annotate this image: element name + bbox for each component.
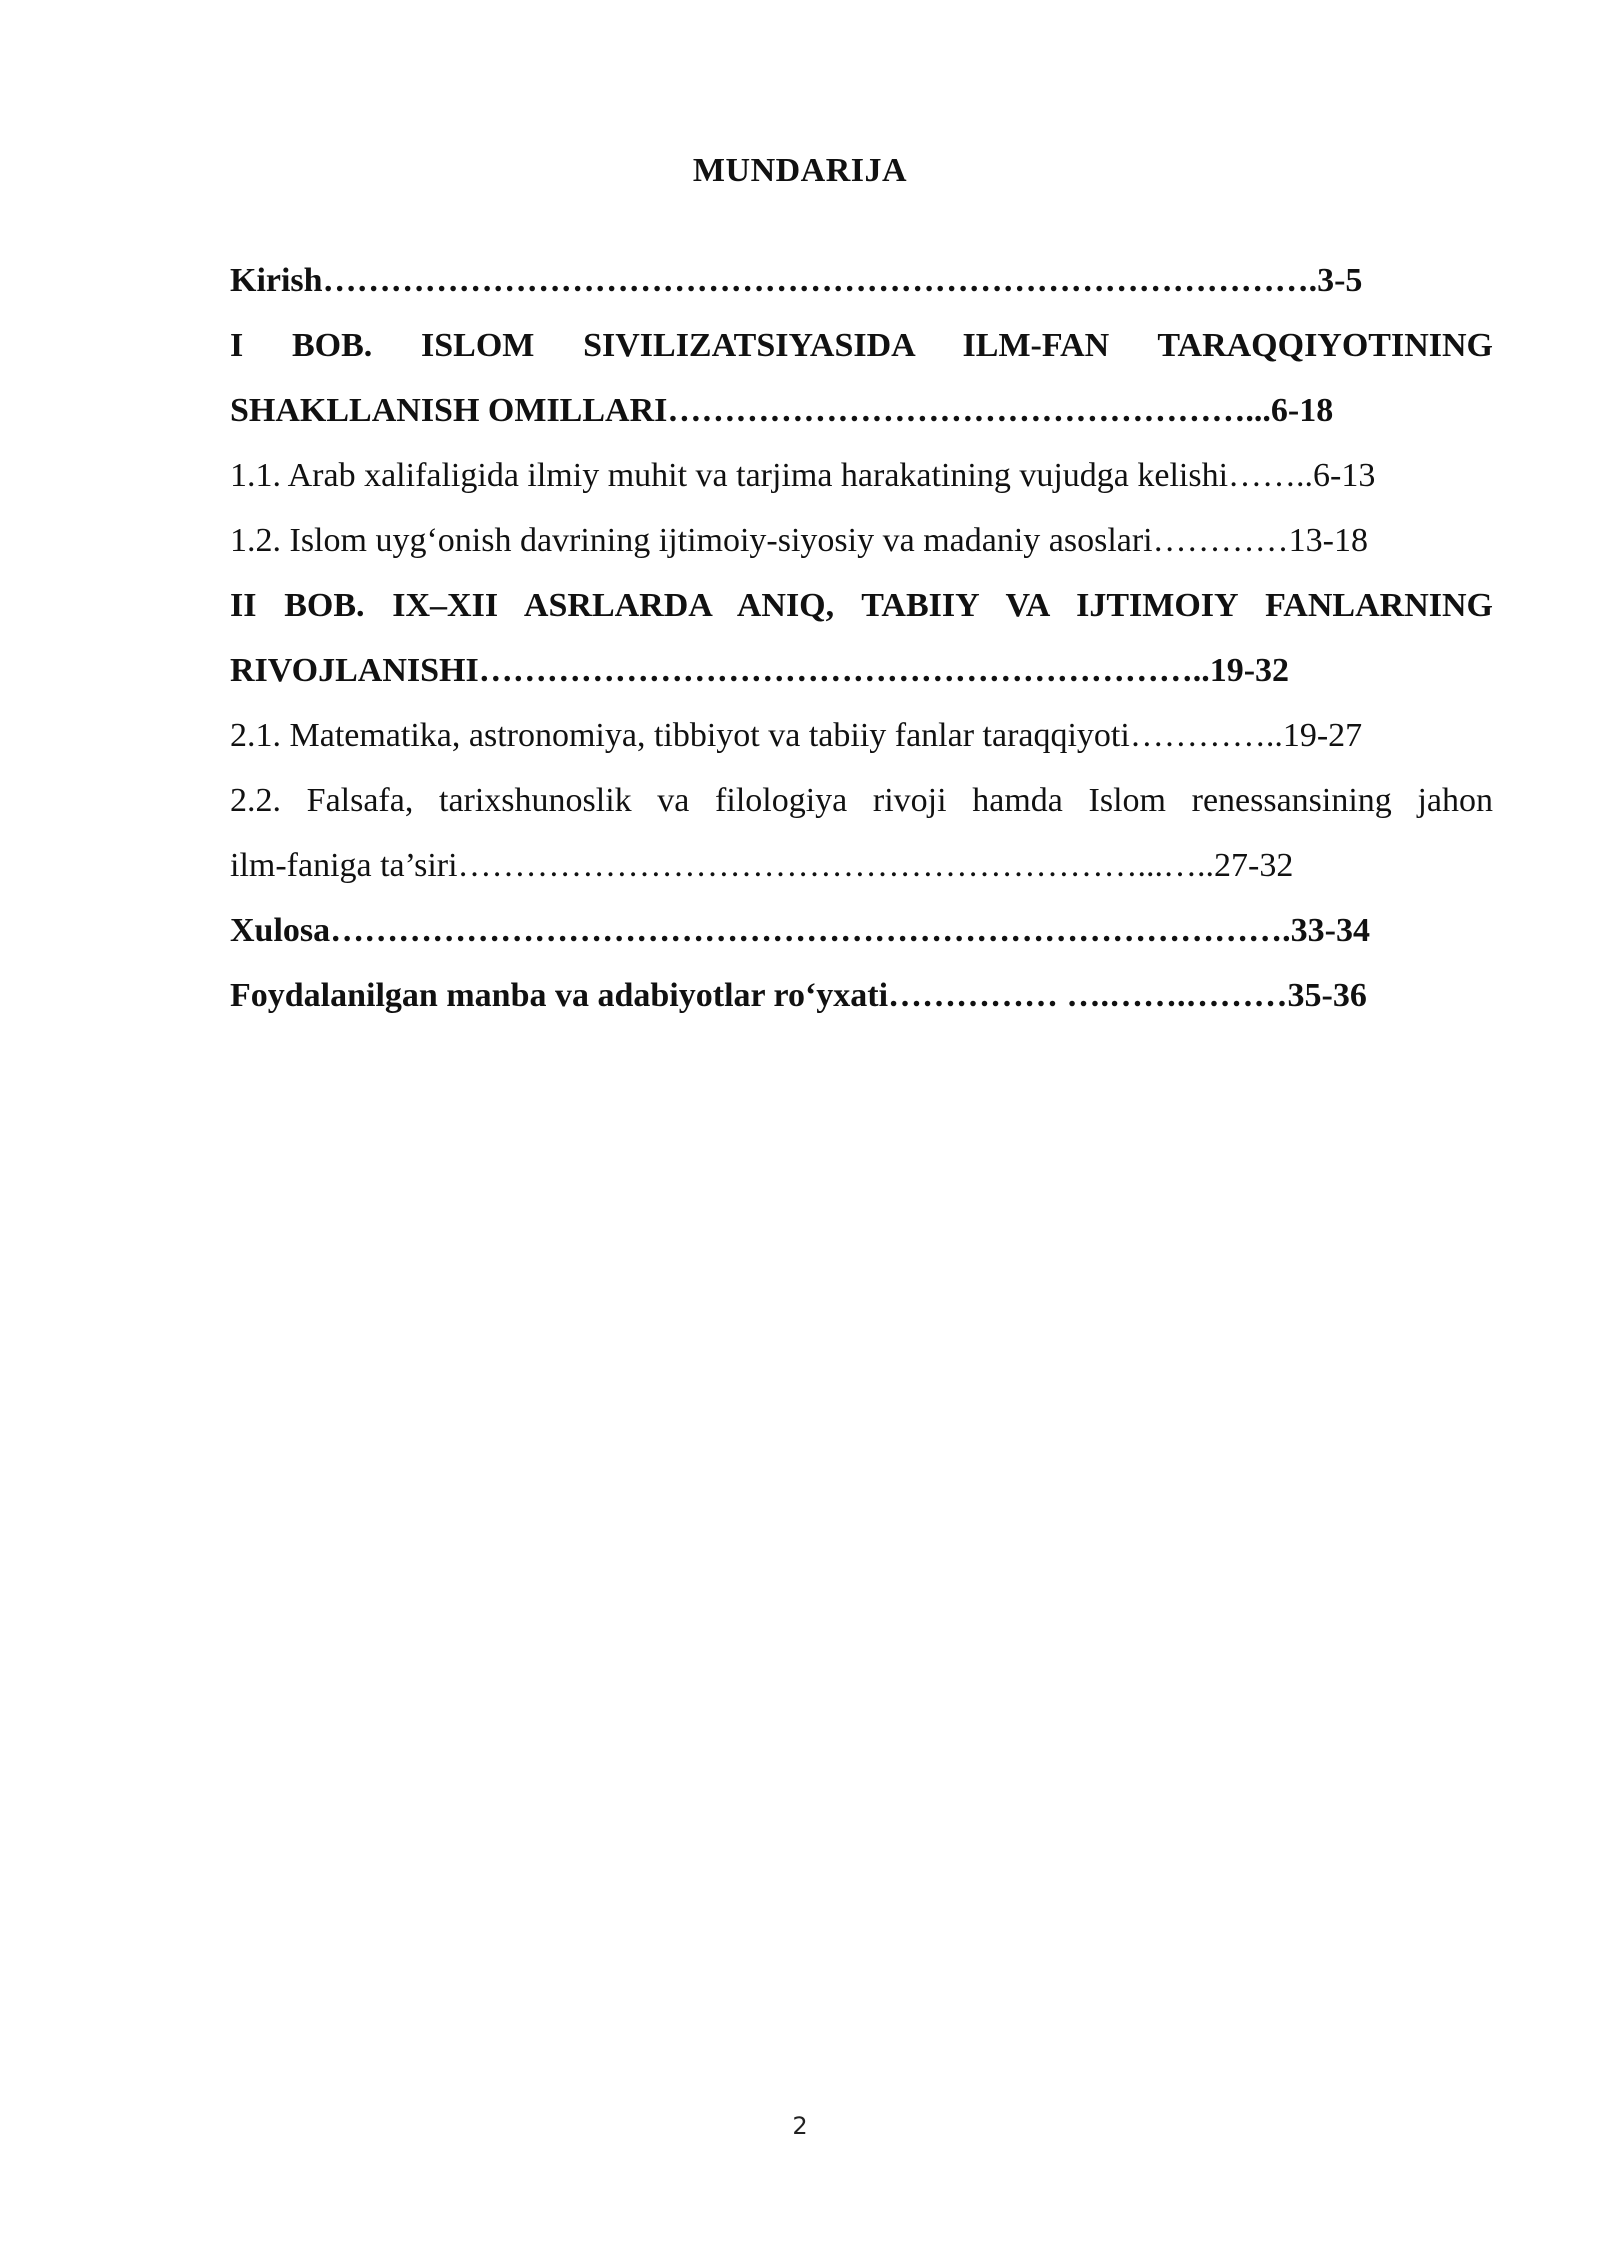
page-number: 2 — [792, 2112, 808, 2140]
toc-title: MUNDARIJA — [692, 152, 908, 189]
table-of-contents — [230, 248, 1493, 1028]
toc-entry-section-1-1: 1.1. Arab xalifaligida ilmiy muhit va tarjima harakatining vujudga kelishi……..6-13 — [230, 457, 1376, 494]
toc-entry-chapter-2-heading-cont: RIVOJLANISHI………………………………………………………..19-32 — [230, 652, 1290, 689]
toc-entry-chapter-1-heading-cont: SHAKLLANISH OMILLARI……………………………………………...6-18 — [230, 392, 1334, 429]
toc-entry-section-2-1: 2.1. Matematika, astronomiya, tibbiyot va tabiiy fanlar taraqqiyoti…………..19-27 — [230, 717, 1363, 754]
toc-entry-references: Foydalanilgan manba va adabiyotlar ro‘yxati…………… ….…….………35-36 — [230, 977, 1367, 1014]
toc-entry-chapter-2-heading: II BOB. IX–XII ASRLARDA ANIQ, TABIIY VA IJTIMOIY FANLARNING — [230, 587, 1493, 624]
toc-entry-section-1-2: 1.2. Islom uyg‘onish davrining ijtimoiy-siyosiy va madaniy asoslari…………13-18 — [230, 522, 1368, 559]
toc-entry-section-2-2: 2.2. Falsafa, tarixshunoslik va filologiya rivoji hamda Islom renessansining jahon — [230, 782, 1493, 819]
toc-entry-kirish: Kirish…………………………………………………………………………….3-5 — [230, 262, 1363, 299]
toc-entry-xulosa: Xulosa………………………………………………………………………….33-34 — [230, 912, 1370, 949]
toc-entry-section-2-2-cont: ilm-faniga ta’siri……………………………………………………...…..27-32 — [230, 847, 1294, 884]
toc-entry-chapter-1-heading: I BOB. ISLOM SIVILIZATSIYASIDA ILM-FAN TARAQQIYOTINING — [230, 327, 1493, 364]
